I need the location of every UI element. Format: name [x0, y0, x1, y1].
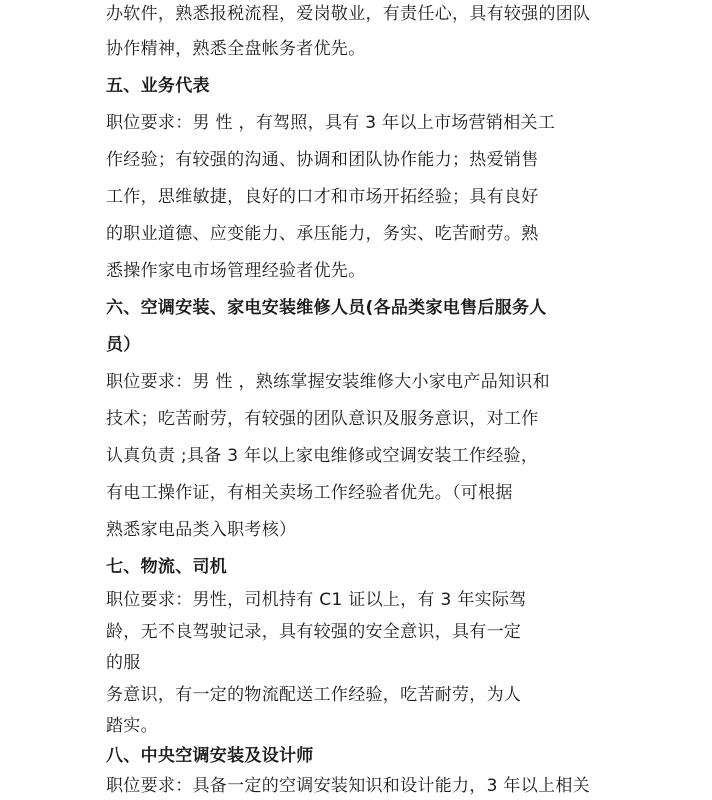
text-line: 的职业道德、应变能力、承压能力，务实、吃苦耐劳。熟	[106, 224, 539, 244]
text-line: 务意识，有一定的物流配送工作经验，吃苦耐劳，为人	[106, 685, 522, 705]
text-line: 技术；吃苦耐劳，有较强的团队意识及服务意识，对工作	[106, 409, 539, 429]
section-heading-6-cont: 员）	[106, 335, 141, 355]
text-line: 职位要求：男 性 ，有驾照，具有 3 年以上市场营销相关工	[106, 113, 556, 133]
text-line: 工作，思维敏捷，良好的口才和市场开拓经验；具有良好	[106, 187, 539, 207]
text-line: 的服	[106, 653, 141, 673]
text-line: 职位要求：男 性 ，熟练掌握安装维修大小家电产品知识和	[106, 372, 550, 392]
text-line: 踏实。	[106, 716, 158, 736]
text-line: 职位要求：具备一定的空调安装知识和设计能力，3 年以上相关	[106, 776, 590, 796]
text-line: 认真负责 ;具备 3 年以上家电维修或空调安装工作经验，	[106, 446, 539, 466]
text-line: 协作精神，熟悉全盘帐务者优先。	[106, 39, 366, 59]
section-heading-5: 五、业务代表	[106, 76, 210, 96]
text-line: 职位要求：男性，司机持有 C1 证以上，有 3 年实际驾	[106, 590, 527, 610]
text-line: 熟悉家电品类入职考核）	[106, 520, 297, 540]
text-line: 作经验；有较强的沟通、协调和团队协作能力；热爱销售	[106, 150, 539, 170]
section-heading-8: 八、中央空调安装及设计师	[106, 746, 314, 766]
text-line: 办软件，熟悉报税流程，爱岗敬业，有责任心，具有较强的团队	[106, 4, 591, 24]
text-line: 有电工操作证，有相关卖场工作经验者优先。（可根据	[106, 483, 513, 503]
section-heading-6: 六、空调安装、家电安装维修人员(各品类家电售后服务人	[106, 298, 547, 318]
text-line: 悉操作家电市场管理经验者优先。	[106, 261, 366, 281]
text-line: 龄，无不良驾驶记录，具有较强的安全意识，具有一定	[106, 622, 522, 642]
section-heading-7: 七、物流、司机	[106, 557, 228, 577]
